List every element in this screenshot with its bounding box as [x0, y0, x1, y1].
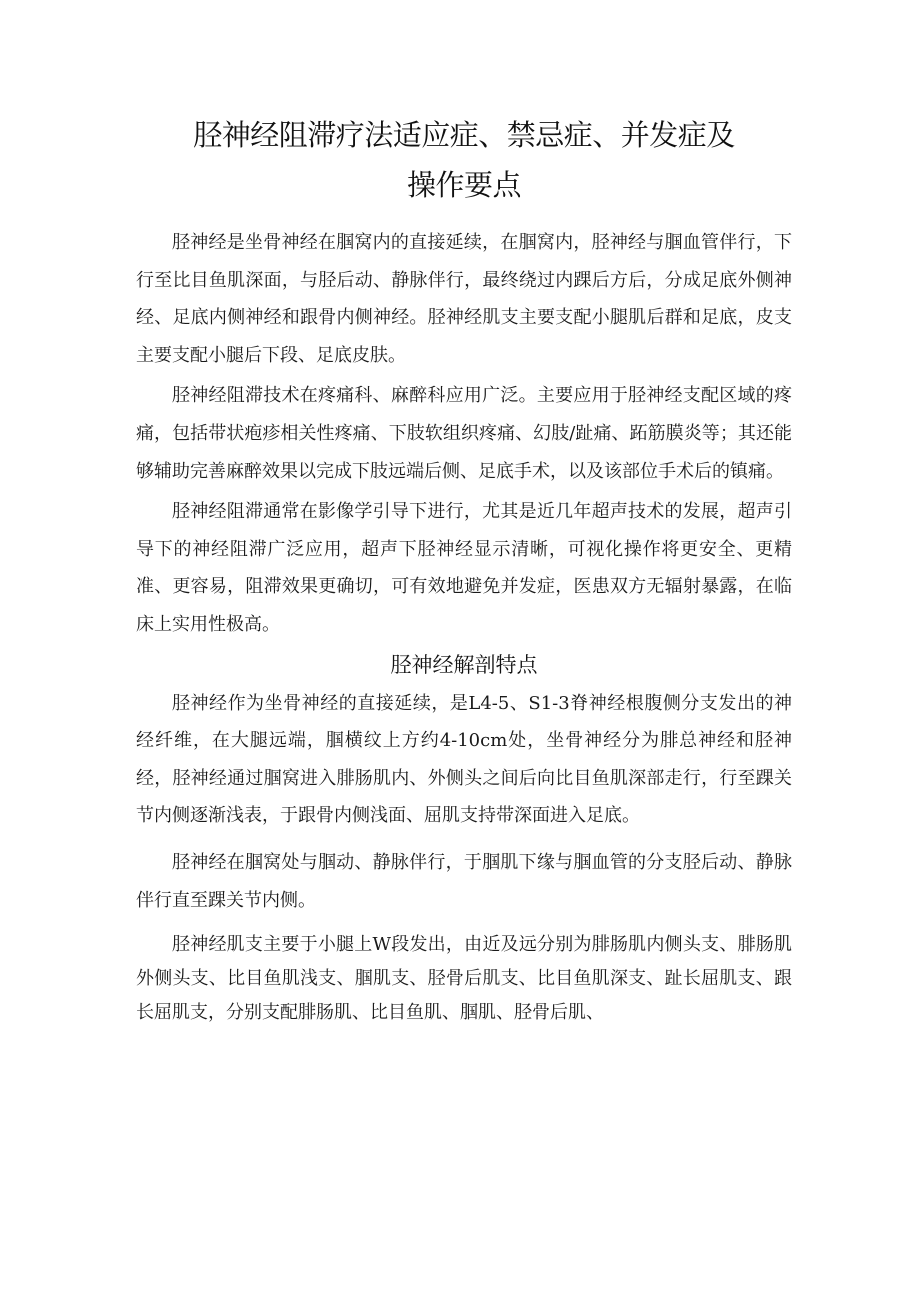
- section-heading-anatomy: 胫神经解剖特点: [390, 652, 538, 677]
- anatomy-paragraph-2: 胫神经在腘窝处与腘动、静脉伴行，于腘肌下缘与腘血管的分支胫后动、静脉伴行直至踝关节内侧。: [136, 851, 792, 911]
- intro-paragraph-3: 胫神经阻滞通常在影像学引导下进行，尤其是近几年超声技术的发展，超声引导下的神经阻滞广泛应用，超声下胫神经显示清晰，可视化操作将更安全、更精准、更容易，阻滞效果更确切，可有效地避免并发症，医患双方无辐射暴露，在临床上实用性极高。: [136, 501, 792, 635]
- intro-paragraph-1: 胫神经是坐骨神经在腘窝内的直接延续，在腘窝内，胫神经与腘血管伴行，下行至比目鱼肌深面，与胫后动、静脉伴行，最终绕过内踝后方后，分成足底外侧神经、足底内侧神经和跟骨内侧神经。胫神经肌支主要支配小腿肌后群和足底，皮支主要支配小腿后下段、足底皮肤。: [136, 232, 792, 366]
- anatomy-paragraph-1: 胫神经作为坐骨神经的直接延续，是L4-5、S1-3脊神经根腹侧分支发出的神经纤维，在大腿远端，腘横纹上方约4-10cm处，坐骨神经分为腓总神经和胫神经，胫神经通过腘窝进入腓肠肌内、外侧头之间后向比目鱼肌深部走行，行至踝关节内侧逐渐浅表，于跟骨内侧浅面、屈肌支持带深面进入足底。: [136, 692, 792, 827]
- document-title-line-2: 操作要点: [406, 168, 521, 202]
- anatomy-paragraph-3: 胫神经肌支主要于小腿上W段发出，由近及远分别为腓肠肌内侧头支、腓肠肌外侧头支、比目鱼肌浅支、腘肌支、胫骨后肌支、比目鱼肌深支、趾长屈肌支、跟长屈肌支，分别支配腓肠肌、比目鱼肌、腘肌、胫骨后肌、: [136, 934, 792, 1024]
- document-title-line-1: 胫神经阻滞疗法适应症、禁忌症、并发症及: [193, 118, 735, 152]
- document-title: [136, 110, 792, 210]
- intro-paragraph-2: 胫神经阻滞技术在疼痛科、麻醉科应用广泛。主要应用于胫神经支配区域的疼痛，包括带状疱疹相关性疼痛、下肢软组织疼痛、幻肢/趾痛、跖筋膜炎等；其还能够辅助完善麻醉效果以完成下肢远端后侧、足底手术，以及该部位手术后的镇痛。: [136, 385, 792, 482]
